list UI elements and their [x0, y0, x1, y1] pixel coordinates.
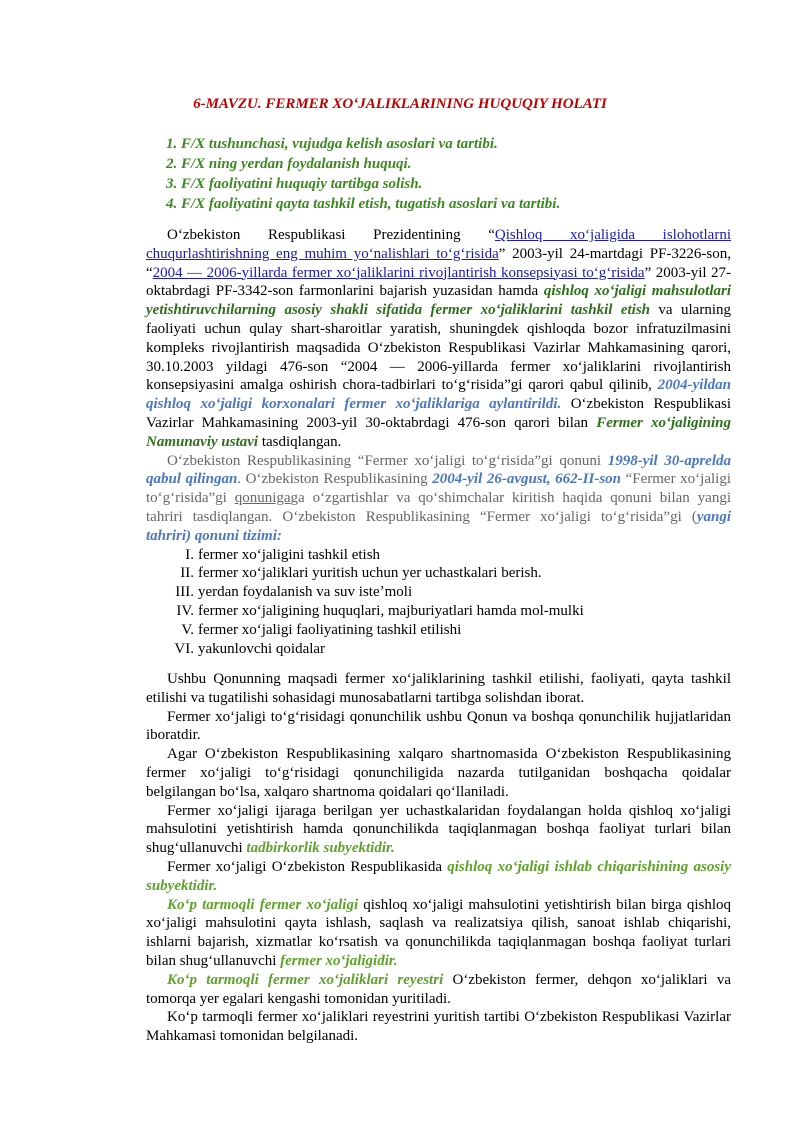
paragraph: Fermer xoʻjaligi toʻgʻrisidagi qonunchilik ushbu Qonun va boshqa qonunchilik hujjatlaridan iboratdir.	[146, 708, 731, 744]
paragraph: Agar Oʻzbekiston Respublikasining xalqaro shartnomasida Oʻzbekiston Respublikasining fermer xoʻjaligi toʻgʻrisidagi qonunchiligida nazarda tutilganidan boshqacha qoidalar belgilangan boʻlsa, xalqaro shartnoma qoidalari qoʻllaniladi.	[146, 746, 731, 800]
emphasis-text: Koʻp tarmoqli fermer xoʻjaliklari reyestri	[167, 971, 444, 988]
section-title: yakunlovchi qoidalar	[198, 640, 326, 657]
paragraph: Ushbu Qonunning maqsadi fermer xoʻjaliklarining tashkil etilishi, faoliyati, qayta tashkil etilishi va tugatilishi sohasidagi munosabatlarni tartibga solishdan iborat.	[146, 671, 731, 706]
text: . Oʻzbekiston Respublikasining	[237, 471, 433, 488]
section-title: yerdan foydalanish va suv isteʼmoli	[198, 584, 413, 601]
law-sections-list	[146, 546, 731, 659]
emphasis-text: fermer xoʻjaligidir.	[280, 952, 398, 969]
emphasis-text: 2004-yil 26-avgust, 662-II-son	[432, 471, 622, 488]
text: Fermer xoʻjaligi ijaraga berilgan yer uchastkalaridan foydalangan holda qishloq xoʻjaligi mahsulotini yetishtirish hamda qonunchilikda taqiqlanmagan boshqa faoliyat turlari bilan shugʻullanuvchi	[146, 802, 731, 857]
decree-link-1[interactable]: Qishloq xoʻjaligida islohotlarni chuqurlashtirishning eng muhim yoʻnalishlari toʻgʻrisida	[146, 227, 731, 262]
text: ga oʻzgartishlar va qoʻshimchalar kiritish haqida qonuni bilan yangi tahriri tasdiqlangan. Oʻzbekiston Respublikasining “Fermer xoʻjaligi toʻgʻrisida”gi (	[146, 490, 732, 525]
text: va ularning faoliyati uchun qulay shart-sharoitlar yaratish, shuningdek qishloqda bozor infratuzilmasini kompleks rivojlantirish maqsadida Oʻzbekiston Respublikasi Vazirlar Mahkamasining qarori, 30.10.2003 yildagi 476-son “2004 — 2006-yillarda fermer xoʻjaliklarini rivojlantirish konsepsiyasini amalga oshirish chora-tadbirlari toʻgʻrisida”gi qarori qabul qilinib,	[146, 302, 731, 394]
section-number: V.	[181, 621, 194, 638]
paragraph: Koʻp tarmoqli fermer xoʻjaliklari reyestrini yuritish tartibi Oʻzbekiston Respublikasi Vazirlar Mahkamasi tomonidan belgilanadi.	[146, 1009, 731, 1045]
section-item	[146, 564, 731, 583]
text: ” 2003-yil 24-martdagi PF-3226-son, “	[146, 245, 732, 281]
text: “Fermer xoʻjaligi toʻgʻrisida”gi	[146, 471, 731, 507]
section-item	[146, 640, 731, 659]
section-title: fermer xoʻjaliklari yuritish uchun yer uchastkalari berish.	[198, 565, 542, 582]
emphasis-text: Fermer xoʻjaligining Namunaviy ustavi	[146, 414, 732, 450]
paragraph	[146, 858, 731, 896]
underlined-text: qonuniga	[234, 490, 291, 507]
text: tasdiqlangan.	[258, 433, 342, 450]
plan-item: 1. F/X tushunchasi, vujudga kelish asoslari va tartibi.	[166, 136, 498, 152]
section-item	[146, 583, 731, 602]
emphasis-text: qishloq xoʻjaligi mahsulotlari yetishtiruvchilarning asosiy shakli sifatida fermer xoʻjaliklarini tashkil etish	[146, 283, 731, 319]
section-number: I.	[185, 546, 194, 563]
section-item	[146, 621, 731, 640]
emphasis-text: qishloq xoʻjaligi ishlab chiqarishining asosiy subyektidir.	[146, 858, 731, 894]
document-body-continued	[146, 670, 731, 1046]
text: ” 2003-yil 27-oktabrdagi PF-3342-son farmonlarini bajarish yuzasidan hamda	[146, 264, 731, 300]
section-number: II.	[180, 565, 194, 582]
section-title: fermer xoʻjaligini tashkil etish	[198, 546, 381, 563]
section-number: VI.	[174, 640, 194, 657]
emphasis-text: Koʻp tarmoqli fermer xoʻjaligi	[167, 896, 359, 913]
section-number: IV.	[176, 602, 194, 619]
paragraph-decrees	[146, 226, 731, 452]
text: Oʻzbekiston Respublikasining “Fermer xoʻjaligi toʻgʻrisida”gi qonuni	[167, 452, 608, 469]
section-item	[146, 546, 731, 565]
text: Fermer xoʻjaligi Oʻzbekiston Respublikasida	[167, 858, 448, 875]
section-item	[146, 602, 731, 621]
plan-item: 2. F/X ning yerdan foydalanish huquqi.	[166, 156, 412, 172]
emphasis-text: yangi tahriri) qonuni tizimi:	[146, 508, 731, 544]
text: Oʻzbekiston Respublikasi Vazirlar Mahkamasining 2003-yil 30-oktabrdagi 476-son qarori bilan	[146, 396, 731, 431]
section-title: fermer xoʻjaligi faoliyatining tashkil etilishi	[198, 621, 462, 638]
lesson-plan-list	[166, 134, 560, 214]
section-title: fermer xoʻjaligining huquqlari, majburiyatlari hamda mol-mulki	[198, 602, 584, 619]
page-title: 6-MAVZU. FERMER XOʻJALIKLARINING HUQUQIY HOLATI	[193, 96, 607, 112]
paragraph	[146, 802, 731, 858]
paragraph-law	[146, 452, 731, 546]
paragraph	[146, 896, 731, 971]
emphasis-text: 1998-yil 30-aprelda qabul qilingan	[146, 452, 731, 488]
plan-item: 4. F/X faoliyatini qayta tashkil etish, tugatish asoslari va tartibi.	[166, 196, 561, 212]
document-body	[146, 226, 731, 658]
emphasis-text: 2004-yildan qishloq xoʻjaligi korxonalari fermer xoʻjaliklariga aylantirildi.	[146, 377, 731, 413]
plan-item: 3. F/X faoliyatini huquqiy tartibga solish.	[166, 176, 423, 192]
paragraph	[146, 971, 731, 1009]
emphasis-text: tadbirkorlik subyektidir.	[246, 840, 395, 857]
section-number: III.	[175, 584, 194, 601]
text: Oʻzbekiston fermer, dehqon xoʻjaliklari va tomorqa yer egalari kengashi tomonidan yuritiladi.	[146, 971, 731, 1007]
decree-link-2[interactable]: 2004 — 2006-yillarda fermer xoʻjaliklarini rivojlantirish konsepsiyasi toʻgʻrisida	[152, 264, 645, 281]
text: Oʻzbekiston Respublikasi Prezidentining “	[167, 227, 495, 243]
text: qishloq xoʻjaligi mahsulotini yetishtirish bilan birga qishloq xoʻjaligi mahsulotini qayta ishlash, saqlash va realizatsiya qilish, sanoat ishlab chiqarishi, ishlarni bajarish, xizmatlar koʻrsatish va qonunchilikda taqiqlanmagan boshqa faoliyat turlari bilan shugʻullanuvchi	[146, 896, 731, 969]
